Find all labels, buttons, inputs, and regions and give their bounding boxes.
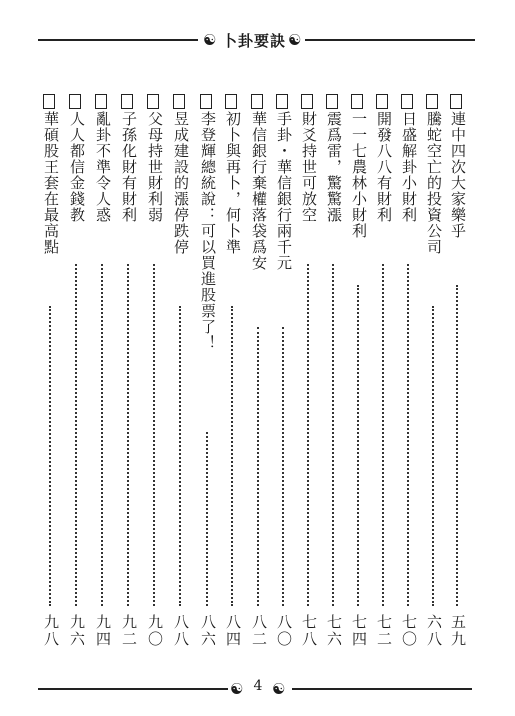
footer-rule-left: [38, 688, 228, 690]
checkbox-square-icon: [276, 94, 288, 109]
dot-leader: [101, 264, 103, 606]
toc-entry-title: 華信銀行棄權落袋爲安: [250, 111, 268, 271]
toc-entry-page: 八八: [172, 614, 190, 648]
dot-leader: [357, 285, 359, 606]
toc-entry-title: 連中四次大家樂乎: [449, 111, 467, 239]
dot-leader: [127, 264, 129, 606]
toc-entry-page: 六八: [425, 614, 443, 648]
checkbox-square-icon: [251, 94, 263, 109]
toc-entry-page: 五九: [449, 614, 467, 648]
dot-leader: [456, 285, 458, 606]
toc-entry: [298, 94, 320, 679]
dot-leader: [179, 306, 181, 606]
checkbox-square-icon: [173, 94, 185, 109]
dot-leader: [153, 264, 155, 606]
yin-yang-icon: ☯: [272, 680, 286, 698]
toc-entry-page: 八六: [199, 614, 217, 648]
toc-entry-page: 七八: [300, 614, 318, 648]
toc-entry-title: 震爲雷，驚驚漲: [325, 111, 343, 223]
toc-entry-page: 八四: [224, 614, 242, 648]
checkbox-square-icon: [450, 94, 462, 109]
dot-leader: [75, 264, 77, 606]
toc-entry: [197, 94, 219, 679]
toc-entry: [273, 94, 295, 679]
toc-entry: [118, 94, 140, 679]
dot-leader: [407, 264, 409, 606]
running-head-title: 卜卦要訣: [222, 32, 287, 50]
checkbox-square-icon: [301, 94, 313, 109]
toc-entry-title: 人人都信金錢教: [68, 111, 86, 223]
toc-entry-title: 財爻持世可放空: [300, 111, 318, 223]
toc-entry: [40, 94, 62, 679]
checkbox-square-icon: [95, 94, 107, 109]
checkbox-square-icon: [225, 94, 237, 109]
checkbox-square-icon: [200, 94, 212, 109]
toc-entry-page: 九〇: [146, 614, 164, 648]
toc-entry-page: 九六: [68, 614, 86, 648]
checkbox-square-icon: [401, 94, 413, 109]
toc-entry-title: 開發八八有財利: [375, 111, 393, 223]
footer-rule-right: [292, 688, 472, 690]
toc-entry: [248, 94, 270, 679]
toc-entry-title: 初卜與再卜，何卜準: [224, 111, 242, 255]
toc-entry: [170, 94, 192, 679]
page-number: 4: [253, 678, 263, 694]
dot-leader: [432, 306, 434, 606]
toc-entry-title: 昱成建設的漲停跌停: [172, 111, 190, 255]
yin-yang-icon: ☯: [230, 680, 244, 698]
toc-entry-page: 九二: [120, 614, 138, 648]
yin-yang-icon: ☯: [203, 31, 217, 49]
toc-entry-title: 子孫化財有財利: [120, 111, 138, 223]
toc-entry: [144, 94, 166, 679]
checkbox-square-icon: [43, 94, 55, 109]
toc-entry: [92, 94, 114, 679]
toc-entry-page: 七六: [325, 614, 343, 648]
toc-entry-page: 七〇: [400, 614, 418, 648]
dot-leader: [49, 306, 51, 606]
dot-leader: [231, 306, 233, 606]
toc-entry: [348, 94, 370, 679]
checkbox-square-icon: [69, 94, 81, 109]
toc-entry-page: 七四: [350, 614, 368, 648]
checkbox-square-icon: [376, 94, 388, 109]
toc-entry-page: 九四: [94, 614, 112, 648]
toc-entry-title: 一一七農林小財利: [350, 111, 368, 239]
dot-leader: [382, 264, 384, 606]
checkbox-square-icon: [147, 94, 159, 109]
toc-entry-title: 父母持世財利弱: [146, 111, 164, 223]
toc-entry-title: 華碩股王套在最高點: [42, 111, 60, 255]
yin-yang-icon: ☯: [288, 31, 302, 49]
dot-leader: [206, 432, 208, 606]
toc-entry: [323, 94, 345, 679]
toc-entry-title: 李登輝總統說：可以買進股票了！: [199, 111, 217, 351]
toc-entry: [423, 94, 445, 679]
toc-entry: [66, 94, 88, 679]
toc-entry: [373, 94, 395, 679]
checkbox-square-icon: [351, 94, 363, 109]
dot-leader: [307, 264, 309, 606]
toc-entry-title: 手卦・華信銀行兩千元: [275, 111, 293, 271]
toc-entry-page: 八二: [250, 614, 268, 648]
toc-entry-page: 七二: [375, 614, 393, 648]
toc-entry-title: 日盛解卦小財利: [400, 111, 418, 223]
dot-leader: [282, 327, 284, 606]
toc-entry: [222, 94, 244, 679]
toc-entry-title: 亂卦不準令人惑: [94, 111, 112, 223]
toc-entry: [447, 94, 469, 679]
toc-entry-page: 八〇: [275, 614, 293, 648]
toc-entry-page: 九八: [42, 614, 60, 648]
checkbox-square-icon: [121, 94, 133, 109]
checkbox-square-icon: [326, 94, 338, 109]
dot-leader: [257, 327, 259, 606]
toc-entry: [398, 94, 420, 679]
toc-entry-title: 騰蛇空亡的投資公司: [425, 111, 443, 255]
dot-leader: [332, 264, 334, 606]
checkbox-square-icon: [426, 94, 438, 109]
